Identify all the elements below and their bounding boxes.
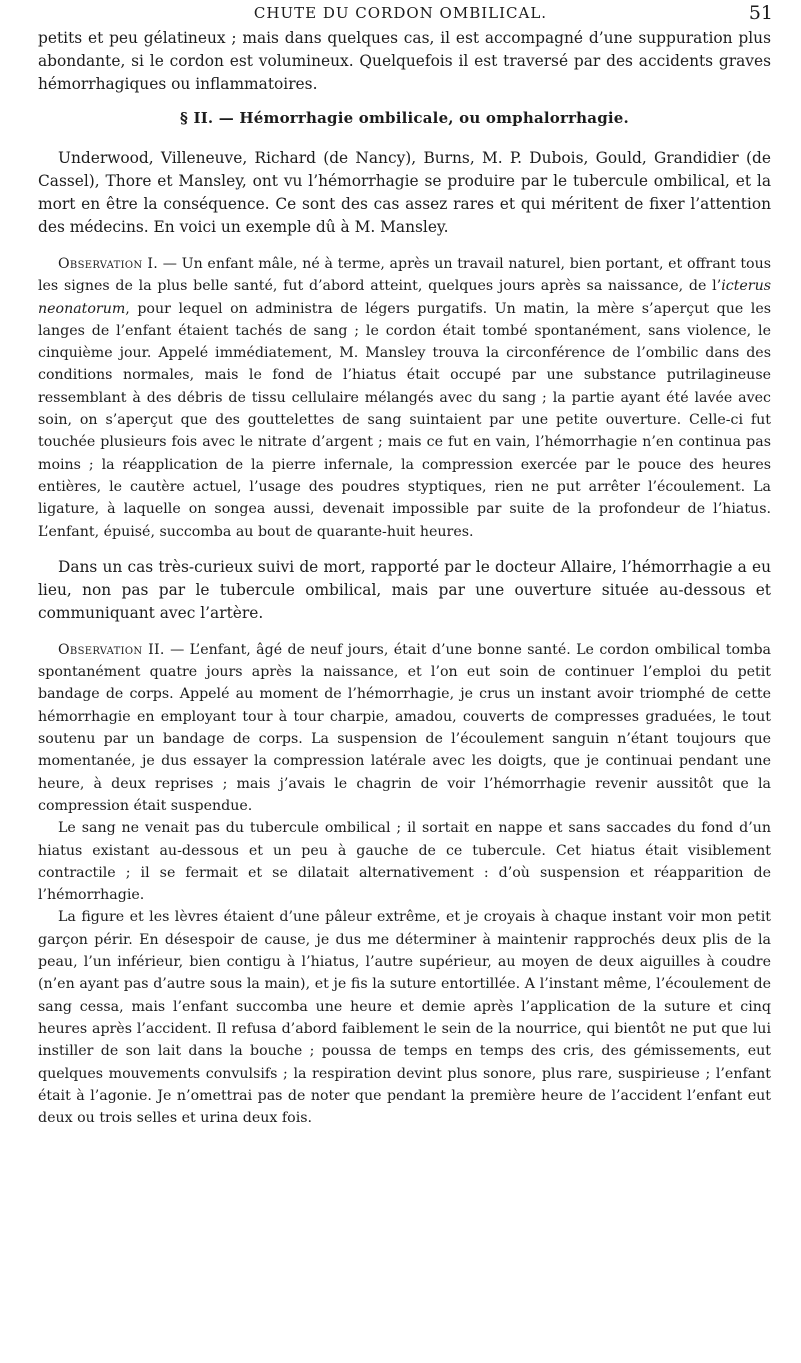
observation-1 — [38, 253, 771, 543]
paragraph-authors: Underwood, Villeneuve, Richard (de Nancy), Burns, M. P. Dubois, Gould, Grandidier (de Cassel), Thore et Mansley, ont vu l’hémorrhagie se produire par le tubercule ombilical, et la mort en être la conséquence. Ce sont des cas assez rares et qui méritent de fixer l’attention des médecins. En voici un exemple dû à M. Mansley. — [38, 149, 771, 236]
page-content — [38, 27, 771, 1129]
paragraph-allaire: Dans un cas très-curieux suivi de mort, rapporté par le docteur Allaire, l’hémorrhagie a eu lieu, non pas par le tubercule ombilical, mais par une ouverture située au-dessous et communiquant avec l’artère. — [38, 557, 771, 622]
paragraph-intro: petits et peu gélatineux ; mais dans quelques cas, il est accompagné d’une suppuration plus abondante, si le cordon est volumineux. Quelquefois il est traversé par des accidents graves hémorrhagiques ou inflammatoires. — [38, 29, 771, 93]
observation-1-text-b: , pour lequel on administra de légers purgatifs. Un matin, la mère s’aperçut que les langes de l’enfant étaient tachés de sang ; le cordon était tombé spontanément, sans violence, le cinquième jour. Appelé immédiatement, M. Mansley trouva la circonférence de l’ombilic dans des conditions normales, mais le fond de l’hiatus était occupé par une substance putrilagineuse ressemblant à des débris de tissu cellulaire mélangés avec du sang ; la partie ayant été lavée avec soin, on s’aperçut que des gouttelettes de sang suintaient par une petite ouverture. Celle-ci fut touchée plusieurs fois avec le nitrate d’argent ; mais ce fut en vain, l’hémorrhagie n’en continua pas moins ; la réapplication de la pierre infernale, la compression exercée par le pouce des heures entières, le cautère actuel, l’usage des poudres styptiques, rien ne put arrêter l’écoulement. La ligature, à laquelle on songea aussi, devenait impossible par suite de la profondeur de l’hiatus. L’enfant, épuisé, succomba au bout de quarante-huit heures. — [38, 300, 771, 540]
observation-1-label: Observation I. — [58, 256, 159, 272]
paragraph-figure: La figure et les lèvres étaient d’une pâleur extrême, et je croyais à chaque instant voir mon petit garçon périr. En désespoir de cause, je dus me déterminer à maintenir rapprochés deux plis de la peau, l’un inférieur, bien contigu à l’hiatus, l’autre supérieur, au moyen de deux aiguilles à coudre (n’en ayant pas d’autre sous la main), et je fis la suture entortillée. A l’instant même, l’écoulement de sang cessa, mais l’enfant succomba une heure et demie après l’application de la suture et cinq heures après l’accident. Il refusa d’abord faiblement le sein de la nourrice, qui bientôt ne put que lui instiller de son lait dans la bouche ; poussa de temps en temps des cris, des gémissements, eut quelques mouvements convulsifs ; la respiration devint plus sonore, plus rare, suspirieuse ; l’enfant était à l’agonie. Je n’omettrai pas de noter que pendant la première heure de l’accident l’enfant eut deux ou trois selles et urina deux fois. — [38, 909, 771, 1127]
observation-2-label: Observation II. — [58, 641, 165, 658]
observation-1-text-a: — Un enfant mâle, né à terme, après un travail naturel, bien portant, et offrant tous les signes de la plus belle santé, fut d’abord atteint, quelques jours après sa naissance, de l’ — [38, 256, 771, 295]
observation-2 — [38, 639, 771, 817]
observation-1-italic: icterus neonatorum — [38, 278, 771, 317]
section-heading: § II. — Hémorrhagie ombilicale, ou omphalorrhagie. — [180, 109, 629, 127]
observation-2-text: — L’enfant, âgé de neuf jours, était d’une bonne santé. Le cordon ombilical tomba spontanément quatre jours après la naissance, et l’on eut soin de continuer l’emploi du petit bandage de corps. Appelé au moment de l’hémorrhagie, je crus un instant avoir triomphé de cette hémorrhagie en employant tour à tour charpie, amadou, couverts de compresses graduées, le tout soutenu par un bandage de corps. La suspension de l’écoulement sanguin n’étant toujours que momentanée, je dus essayer la compression latérale avec les doigts, que je continuai pendant une heure, à deux reprises ; mais j’avais le chagrin de voir l’hémorrhagie revenir aussitôt que la compression était suspendue. — [38, 641, 771, 814]
paragraph-sang: Le sang ne venait pas du tubercule ombilical ; il sortait en nappe et sans saccades du fond d’un hiatus existant au-dessous et un peu à gauche de ce tubercule. Cet hiatus était visiblement contractile ; il se fermait et se dilatait alternativement : d’où suspension et réapparition de l’hémorrhagie. — [38, 820, 771, 904]
running-head: CHUTE DU CORDON OMBILICAL. — [253, 4, 548, 22]
page-number: 51 — [748, 2, 773, 24]
